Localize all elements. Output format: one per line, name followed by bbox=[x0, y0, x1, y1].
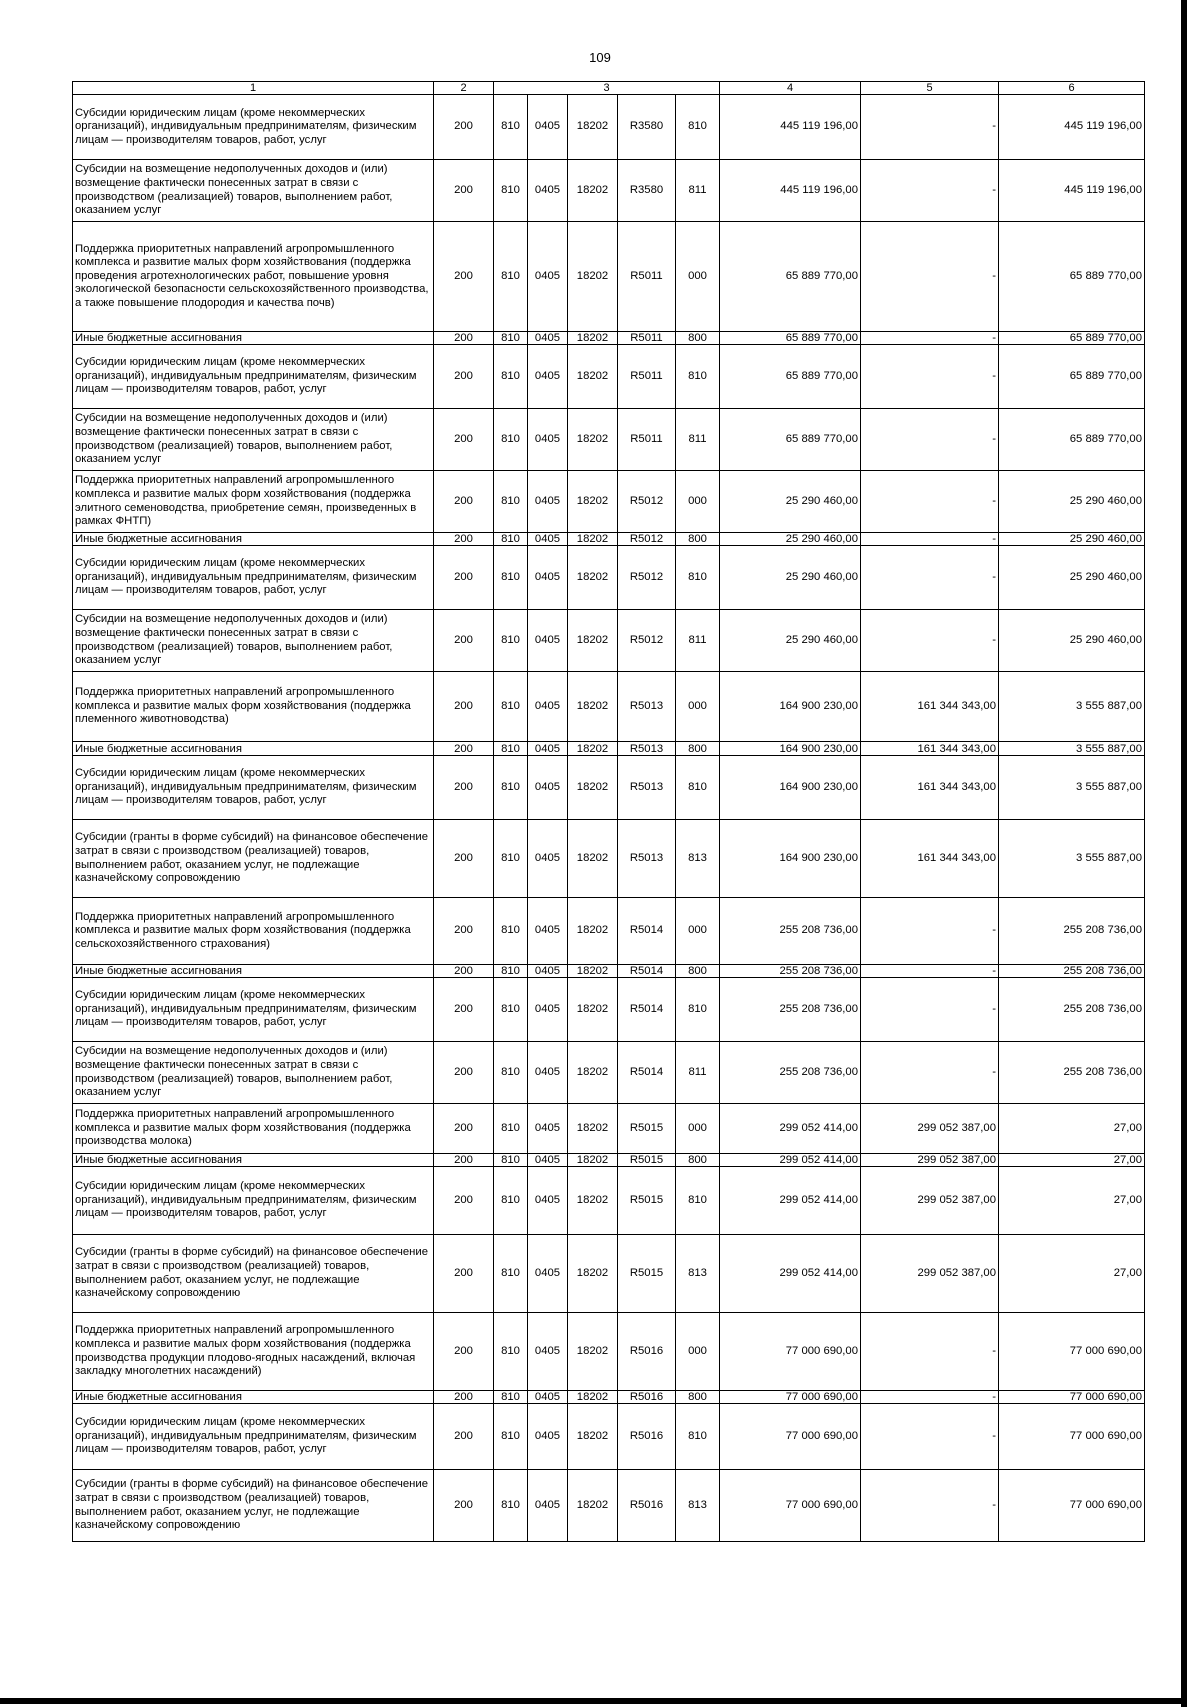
table-row bbox=[73, 332, 1145, 345]
table-row bbox=[73, 610, 1145, 672]
cell-col-2: 200 bbox=[434, 409, 494, 471]
cell-col-4: 299 052 414,00 bbox=[720, 1154, 861, 1167]
cell-code-e: 810 bbox=[676, 978, 720, 1042]
table-row bbox=[73, 820, 1145, 898]
cell-code-e: 810 bbox=[676, 546, 720, 610]
cell-col-5: - bbox=[861, 160, 999, 222]
cell-col-2: 200 bbox=[434, 1404, 494, 1470]
cell-code-a: 810 bbox=[494, 1391, 528, 1404]
cell-code-d: R5011 bbox=[618, 222, 676, 332]
cell-code-d: R5013 bbox=[618, 742, 676, 756]
cell-code-b: 0405 bbox=[528, 898, 568, 965]
cell-code-e: 000 bbox=[676, 222, 720, 332]
cell-col-6: 25 290 460,00 bbox=[999, 471, 1145, 533]
cell-code-a: 810 bbox=[494, 965, 528, 978]
cell-code-d: R5014 bbox=[618, 978, 676, 1042]
cell-col-4: 164 900 230,00 bbox=[720, 742, 861, 756]
row-name: Субсидии юридическим лицам (кроме некоммерческих организаций), индивидуальным предпринимателям, физическим лицам — производителям товаров, работ, услуг bbox=[73, 1167, 434, 1235]
table-row bbox=[73, 1235, 1145, 1313]
cell-code-d: R5013 bbox=[618, 756, 676, 820]
cell-col-2: 200 bbox=[434, 160, 494, 222]
row-name: Поддержка приоритетных направлений агропромышленного комплекса и развитие малых форм хозяйствования (поддержка производства молока) bbox=[73, 1104, 434, 1154]
cell-code-a: 810 bbox=[494, 1470, 528, 1542]
cell-code-d: R5015 bbox=[618, 1167, 676, 1235]
table-row bbox=[73, 1167, 1145, 1235]
table-row bbox=[73, 1404, 1145, 1470]
table-row bbox=[73, 1154, 1145, 1167]
cell-code-d: R5015 bbox=[618, 1235, 676, 1313]
cell-col-5: 161 344 343,00 bbox=[861, 820, 999, 898]
cell-col-4: 65 889 770,00 bbox=[720, 332, 861, 345]
cell-code-e: 800 bbox=[676, 742, 720, 756]
table-row bbox=[73, 898, 1145, 965]
cell-col-4: 255 208 736,00 bbox=[720, 1042, 861, 1104]
cell-code-b: 0405 bbox=[528, 965, 568, 978]
cell-code-c: 18202 bbox=[568, 898, 618, 965]
cell-col-5: - bbox=[861, 610, 999, 672]
cell-col-2: 200 bbox=[434, 1042, 494, 1104]
cell-col-2: 200 bbox=[434, 1235, 494, 1313]
cell-code-e: 810 bbox=[676, 1404, 720, 1470]
cell-col-6: 25 290 460,00 bbox=[999, 546, 1145, 610]
cell-code-b: 0405 bbox=[528, 1313, 568, 1391]
cell-col-6: 65 889 770,00 bbox=[999, 409, 1145, 471]
cell-col-2: 200 bbox=[434, 1154, 494, 1167]
cell-code-b: 0405 bbox=[528, 820, 568, 898]
cell-col-6: 27,00 bbox=[999, 1167, 1145, 1235]
cell-code-b: 0405 bbox=[528, 978, 568, 1042]
cell-code-b: 0405 bbox=[528, 546, 568, 610]
cell-col-6: 255 208 736,00 bbox=[999, 965, 1145, 978]
cell-col-2: 200 bbox=[434, 610, 494, 672]
cell-code-a: 810 bbox=[494, 1313, 528, 1391]
cell-code-d: R5015 bbox=[618, 1154, 676, 1167]
cell-col-2: 200 bbox=[434, 546, 494, 610]
cell-col-4: 445 119 196,00 bbox=[720, 160, 861, 222]
cell-code-e: 811 bbox=[676, 1042, 720, 1104]
cell-code-e: 000 bbox=[676, 672, 720, 742]
cell-col-5: 299 052 387,00 bbox=[861, 1235, 999, 1313]
cell-col-5: - bbox=[861, 409, 999, 471]
cell-code-b: 0405 bbox=[528, 742, 568, 756]
cell-col-4: 299 052 414,00 bbox=[720, 1104, 861, 1154]
scan-border-right bbox=[1181, 0, 1187, 1707]
cell-code-c: 18202 bbox=[568, 533, 618, 546]
cell-col-6: 3 555 887,00 bbox=[999, 756, 1145, 820]
cell-code-c: 18202 bbox=[568, 742, 618, 756]
cell-code-b: 0405 bbox=[528, 1154, 568, 1167]
cell-col-4: 25 290 460,00 bbox=[720, 546, 861, 610]
row-name: Субсидии (гранты в форме субсидий) на финансовое обеспечение затрат в связи с производством (реализацией) товаров, выполнением работ, оказанием услуг, не подлежащие казначейскому сопровождению bbox=[73, 820, 434, 898]
cell-code-a: 810 bbox=[494, 345, 528, 409]
cell-col-6: 27,00 bbox=[999, 1104, 1145, 1154]
cell-code-b: 0405 bbox=[528, 345, 568, 409]
cell-code-a: 810 bbox=[494, 1154, 528, 1167]
cell-col-5: 161 344 343,00 bbox=[861, 672, 999, 742]
table-row bbox=[73, 222, 1145, 332]
cell-col-2: 200 bbox=[434, 95, 494, 160]
cell-col-4: 255 208 736,00 bbox=[720, 898, 861, 965]
cell-col-4: 299 052 414,00 bbox=[720, 1235, 861, 1313]
table-row bbox=[73, 409, 1145, 471]
cell-col-6: 25 290 460,00 bbox=[999, 610, 1145, 672]
cell-col-5: - bbox=[861, 1042, 999, 1104]
cell-code-e: 811 bbox=[676, 610, 720, 672]
cell-col-6: 77 000 690,00 bbox=[999, 1391, 1145, 1404]
cell-code-a: 810 bbox=[494, 222, 528, 332]
cell-col-2: 200 bbox=[434, 345, 494, 409]
cell-code-b: 0405 bbox=[528, 1404, 568, 1470]
cell-code-a: 810 bbox=[494, 1167, 528, 1235]
cell-code-e: 800 bbox=[676, 533, 720, 546]
cell-code-c: 18202 bbox=[568, 95, 618, 160]
header-col-2: 2 bbox=[434, 82, 494, 95]
cell-col-2: 200 bbox=[434, 1167, 494, 1235]
cell-code-e: 813 bbox=[676, 820, 720, 898]
cell-col-6: 77 000 690,00 bbox=[999, 1470, 1145, 1542]
cell-code-d: R5016 bbox=[618, 1391, 676, 1404]
table-row bbox=[73, 546, 1145, 610]
cell-col-2: 200 bbox=[434, 898, 494, 965]
cell-code-e: 000 bbox=[676, 898, 720, 965]
cell-col-5: 161 344 343,00 bbox=[861, 742, 999, 756]
cell-code-a: 810 bbox=[494, 332, 528, 345]
row-name: Поддержка приоритетных направлений агропромышленного комплекса и развитие малых форм хозяйствования (поддержка племенного животноводства) bbox=[73, 672, 434, 742]
cell-code-d: R5016 bbox=[618, 1313, 676, 1391]
cell-code-d: R5011 bbox=[618, 332, 676, 345]
row-name: Иные бюджетные ассигнования bbox=[73, 1154, 434, 1167]
header-col-3: 3 bbox=[494, 82, 720, 95]
cell-code-a: 810 bbox=[494, 672, 528, 742]
cell-code-b: 0405 bbox=[528, 1470, 568, 1542]
page-number: 109 bbox=[589, 50, 611, 65]
cell-code-a: 810 bbox=[494, 742, 528, 756]
cell-col-2: 200 bbox=[434, 471, 494, 533]
cell-code-e: 810 bbox=[676, 756, 720, 820]
cell-col-6: 3 555 887,00 bbox=[999, 820, 1145, 898]
cell-code-b: 0405 bbox=[528, 1104, 568, 1154]
table-row bbox=[73, 756, 1145, 820]
cell-code-c: 18202 bbox=[568, 1104, 618, 1154]
cell-code-d: R5012 bbox=[618, 471, 676, 533]
cell-code-a: 810 bbox=[494, 1104, 528, 1154]
cell-col-6: 3 555 887,00 bbox=[999, 742, 1145, 756]
budget-table bbox=[72, 81, 1145, 1542]
cell-col-2: 200 bbox=[434, 533, 494, 546]
cell-code-d: R5016 bbox=[618, 1470, 676, 1542]
cell-col-5: - bbox=[861, 965, 999, 978]
cell-code-d: R5011 bbox=[618, 345, 676, 409]
table-row bbox=[73, 978, 1145, 1042]
row-name: Иные бюджетные ассигнования bbox=[73, 533, 434, 546]
cell-code-a: 810 bbox=[494, 160, 528, 222]
row-name: Субсидии юридическим лицам (кроме некоммерческих организаций), индивидуальным предпринимателям, физическим лицам — производителям товаров, работ, услуг bbox=[73, 756, 434, 820]
cell-col-5: - bbox=[861, 978, 999, 1042]
row-name: Поддержка приоритетных направлений агропромышленного комплекса и развитие малых форм хозяйствования (поддержка проведения агротехнологических работ, повышение уровня экологической безопасности сельскохозяйственного производства, а также повышение плодородия и качества почв) bbox=[73, 222, 434, 332]
row-name: Иные бюджетные ассигнования bbox=[73, 1391, 434, 1404]
cell-code-d: R5012 bbox=[618, 546, 676, 610]
cell-code-e: 811 bbox=[676, 409, 720, 471]
cell-code-c: 18202 bbox=[568, 756, 618, 820]
cell-col-6: 255 208 736,00 bbox=[999, 1042, 1145, 1104]
cell-code-e: 813 bbox=[676, 1235, 720, 1313]
cell-col-2: 200 bbox=[434, 1313, 494, 1391]
cell-code-d: R5014 bbox=[618, 1042, 676, 1104]
cell-code-d: R5011 bbox=[618, 409, 676, 471]
cell-col-4: 65 889 770,00 bbox=[720, 222, 861, 332]
cell-code-c: 18202 bbox=[568, 1313, 618, 1391]
cell-code-a: 810 bbox=[494, 1404, 528, 1470]
cell-col-2: 200 bbox=[434, 332, 494, 345]
cell-col-6: 77 000 690,00 bbox=[999, 1404, 1145, 1470]
cell-col-6: 445 119 196,00 bbox=[999, 95, 1145, 160]
cell-code-a: 810 bbox=[494, 471, 528, 533]
row-name: Поддержка приоритетных направлений агропромышленного комплекса и развитие малых форм хозяйствования (поддержка элитного семеноводства, приобретение семян, произведенных в рамках ФНТП) bbox=[73, 471, 434, 533]
cell-code-c: 18202 bbox=[568, 1470, 618, 1542]
cell-code-a: 810 bbox=[494, 1235, 528, 1313]
cell-code-a: 810 bbox=[494, 1042, 528, 1104]
cell-code-e: 810 bbox=[676, 345, 720, 409]
table-header-row bbox=[73, 82, 1145, 95]
cell-col-5: 299 052 387,00 bbox=[861, 1154, 999, 1167]
cell-code-a: 810 bbox=[494, 820, 528, 898]
cell-col-6: 65 889 770,00 bbox=[999, 222, 1145, 332]
cell-code-e: 800 bbox=[676, 332, 720, 345]
cell-col-5: - bbox=[861, 1313, 999, 1391]
cell-code-a: 810 bbox=[494, 978, 528, 1042]
cell-code-b: 0405 bbox=[528, 610, 568, 672]
row-name: Субсидии юридическим лицам (кроме некоммерческих организаций), индивидуальным предпринимателям, физическим лицам — производителям товаров, работ, услуг bbox=[73, 546, 434, 610]
row-name: Поддержка приоритетных направлений агропромышленного комплекса и развитие малых форм хозяйствования (поддержка сельскохозяйственного страхования) bbox=[73, 898, 434, 965]
cell-code-c: 18202 bbox=[568, 222, 618, 332]
cell-code-a: 810 bbox=[494, 409, 528, 471]
cell-col-2: 200 bbox=[434, 978, 494, 1042]
cell-code-e: 000 bbox=[676, 1104, 720, 1154]
cell-code-e: 800 bbox=[676, 1391, 720, 1404]
cell-col-5: - bbox=[861, 898, 999, 965]
cell-code-e: 811 bbox=[676, 160, 720, 222]
cell-code-b: 0405 bbox=[528, 95, 568, 160]
cell-col-6: 3 555 887,00 bbox=[999, 672, 1145, 742]
table-row bbox=[73, 1391, 1145, 1404]
cell-code-b: 0405 bbox=[528, 1391, 568, 1404]
header-col-6: 6 bbox=[999, 82, 1145, 95]
cell-col-4: 164 900 230,00 bbox=[720, 756, 861, 820]
cell-code-e: 000 bbox=[676, 1313, 720, 1391]
cell-col-4: 299 052 414,00 bbox=[720, 1167, 861, 1235]
cell-col-6: 65 889 770,00 bbox=[999, 332, 1145, 345]
cell-code-b: 0405 bbox=[528, 160, 568, 222]
cell-col-6: 27,00 bbox=[999, 1154, 1145, 1167]
cell-col-2: 200 bbox=[434, 1391, 494, 1404]
table-row bbox=[73, 1313, 1145, 1391]
cell-col-5: - bbox=[861, 345, 999, 409]
cell-code-d: R5013 bbox=[618, 672, 676, 742]
cell-col-5: 161 344 343,00 bbox=[861, 756, 999, 820]
cell-col-4: 255 208 736,00 bbox=[720, 965, 861, 978]
cell-col-4: 445 119 196,00 bbox=[720, 95, 861, 160]
cell-code-b: 0405 bbox=[528, 1167, 568, 1235]
cell-code-d: R5015 bbox=[618, 1104, 676, 1154]
table-row bbox=[73, 533, 1145, 546]
table-row bbox=[73, 1470, 1145, 1542]
table-row bbox=[73, 742, 1145, 756]
cell-col-2: 200 bbox=[434, 756, 494, 820]
cell-col-5: - bbox=[861, 546, 999, 610]
cell-code-b: 0405 bbox=[528, 756, 568, 820]
cell-col-5: 299 052 387,00 bbox=[861, 1167, 999, 1235]
cell-col-6: 445 119 196,00 bbox=[999, 160, 1145, 222]
cell-col-2: 200 bbox=[434, 820, 494, 898]
cell-col-4: 25 290 460,00 bbox=[720, 610, 861, 672]
cell-code-b: 0405 bbox=[528, 672, 568, 742]
row-name: Субсидии (гранты в форме субсидий) на финансовое обеспечение затрат в связи с производством (реализацией) товаров, выполнением работ, оказанием услуг, не подлежащие казначейскому сопровождению bbox=[73, 1470, 434, 1542]
cell-col-4: 77 000 690,00 bbox=[720, 1404, 861, 1470]
cell-code-c: 18202 bbox=[568, 160, 618, 222]
table-row bbox=[73, 471, 1145, 533]
table-row bbox=[73, 1104, 1145, 1154]
row-name: Субсидии (гранты в форме субсидий) на финансовое обеспечение затрат в связи с производством (реализацией) товаров, выполнением работ, оказанием услуг, не подлежащие казначейскому сопровождению bbox=[73, 1235, 434, 1313]
cell-code-c: 18202 bbox=[568, 332, 618, 345]
cell-col-5: - bbox=[861, 1470, 999, 1542]
cell-code-a: 810 bbox=[494, 610, 528, 672]
cell-col-2: 200 bbox=[434, 1470, 494, 1542]
cell-col-4: 65 889 770,00 bbox=[720, 345, 861, 409]
cell-col-4: 164 900 230,00 bbox=[720, 672, 861, 742]
cell-col-4: 25 290 460,00 bbox=[720, 471, 861, 533]
cell-col-5: - bbox=[861, 95, 999, 160]
cell-code-d: R5014 bbox=[618, 898, 676, 965]
table-row bbox=[73, 1042, 1145, 1104]
row-name: Субсидии юридическим лицам (кроме некоммерческих организаций), индивидуальным предпринимателям, физическим лицам — производителям товаров, работ, услуг bbox=[73, 95, 434, 160]
cell-code-d: R3580 bbox=[618, 160, 676, 222]
cell-code-c: 18202 bbox=[568, 610, 618, 672]
cell-code-c: 18202 bbox=[568, 409, 618, 471]
cell-col-6: 255 208 736,00 bbox=[999, 898, 1145, 965]
row-name: Субсидии на возмещение недополученных доходов и (или) возмещение фактически понесенных затрат в связи с производством (реализацией) товаров, выполнением работ, оказанием услуг bbox=[73, 160, 434, 222]
cell-col-2: 200 bbox=[434, 742, 494, 756]
cell-code-d: R5016 bbox=[618, 1404, 676, 1470]
cell-code-e: 813 bbox=[676, 1470, 720, 1542]
cell-code-c: 18202 bbox=[568, 1235, 618, 1313]
cell-code-e: 800 bbox=[676, 1154, 720, 1167]
cell-col-4: 255 208 736,00 bbox=[720, 978, 861, 1042]
cell-col-4: 77 000 690,00 bbox=[720, 1313, 861, 1391]
row-name: Субсидии юридическим лицам (кроме некоммерческих организаций), индивидуальным предпринимателям, физическим лицам — производителям товаров, работ, услуг bbox=[73, 1404, 434, 1470]
cell-col-6: 25 290 460,00 bbox=[999, 533, 1145, 546]
table-row bbox=[73, 672, 1145, 742]
cell-code-c: 18202 bbox=[568, 1167, 618, 1235]
cell-code-b: 0405 bbox=[528, 533, 568, 546]
cell-col-2: 200 bbox=[434, 672, 494, 742]
header-col-1: 1 bbox=[73, 82, 434, 95]
cell-code-d: R5013 bbox=[618, 820, 676, 898]
cell-code-c: 18202 bbox=[568, 672, 618, 742]
cell-code-e: 810 bbox=[676, 1167, 720, 1235]
cell-code-c: 18202 bbox=[568, 965, 618, 978]
cell-code-e: 810 bbox=[676, 95, 720, 160]
cell-col-2: 200 bbox=[434, 1104, 494, 1154]
cell-col-4: 25 290 460,00 bbox=[720, 533, 861, 546]
cell-code-d: R3580 bbox=[618, 95, 676, 160]
cell-code-a: 810 bbox=[494, 756, 528, 820]
cell-col-5: 299 052 387,00 bbox=[861, 1104, 999, 1154]
cell-code-a: 810 bbox=[494, 95, 528, 160]
table-row bbox=[73, 95, 1145, 160]
cell-col-4: 77 000 690,00 bbox=[720, 1391, 861, 1404]
cell-col-4: 77 000 690,00 bbox=[720, 1470, 861, 1542]
row-name: Иные бюджетные ассигнования bbox=[73, 742, 434, 756]
cell-code-e: 800 bbox=[676, 965, 720, 978]
cell-code-b: 0405 bbox=[528, 332, 568, 345]
cell-col-6: 27,00 bbox=[999, 1235, 1145, 1313]
cell-code-c: 18202 bbox=[568, 1404, 618, 1470]
row-name: Субсидии на возмещение недополученных доходов и (или) возмещение фактически понесенных затрат в связи с производством (реализацией) товаров, выполнением работ, оказанием услуг bbox=[73, 610, 434, 672]
row-name: Субсидии юридическим лицам (кроме некоммерческих организаций), индивидуальным предпринимателям, физическим лицам — производителям товаров, работ, услуг bbox=[73, 978, 434, 1042]
cell-col-5: - bbox=[861, 471, 999, 533]
cell-code-c: 18202 bbox=[568, 1391, 618, 1404]
header-col-4: 4 bbox=[720, 82, 861, 95]
cell-code-d: R5012 bbox=[618, 610, 676, 672]
header-col-5: 5 bbox=[861, 82, 999, 95]
row-name: Поддержка приоритетных направлений агропромышленного комплекса и развитие малых форм хозяйствования (поддержка производства продукции плодово-ягодных насаждений, включая закладку многолетних насаждений) bbox=[73, 1313, 434, 1391]
cell-code-c: 18202 bbox=[568, 978, 618, 1042]
row-name: Субсидии на возмещение недополученных доходов и (или) возмещение фактически понесенных затрат в связи с производством (реализацией) товаров, выполнением работ, оказанием услуг bbox=[73, 1042, 434, 1104]
cell-code-b: 0405 bbox=[528, 1042, 568, 1104]
cell-code-c: 18202 bbox=[568, 546, 618, 610]
cell-col-5: - bbox=[861, 332, 999, 345]
cell-code-a: 810 bbox=[494, 533, 528, 546]
cell-col-5: - bbox=[861, 1404, 999, 1470]
cell-col-2: 200 bbox=[434, 222, 494, 332]
row-name: Субсидии юридическим лицам (кроме некоммерческих организаций), индивидуальным предпринимателям, физическим лицам — производителям товаров, работ, услуг bbox=[73, 345, 434, 409]
cell-col-5: - bbox=[861, 1391, 999, 1404]
cell-col-5: - bbox=[861, 533, 999, 546]
cell-col-4: 65 889 770,00 bbox=[720, 409, 861, 471]
table-row bbox=[73, 160, 1145, 222]
cell-code-e: 000 bbox=[676, 471, 720, 533]
cell-col-2: 200 bbox=[434, 965, 494, 978]
cell-code-c: 18202 bbox=[568, 1154, 618, 1167]
cell-code-b: 0405 bbox=[528, 222, 568, 332]
cell-code-d: R5014 bbox=[618, 965, 676, 978]
cell-code-b: 0405 bbox=[528, 1235, 568, 1313]
scan-border-bottom bbox=[0, 1698, 1187, 1704]
cell-code-c: 18202 bbox=[568, 471, 618, 533]
cell-code-a: 810 bbox=[494, 546, 528, 610]
cell-col-4: 164 900 230,00 bbox=[720, 820, 861, 898]
cell-code-c: 18202 bbox=[568, 1042, 618, 1104]
cell-code-c: 18202 bbox=[568, 345, 618, 409]
cell-col-6: 77 000 690,00 bbox=[999, 1313, 1145, 1391]
cell-col-6: 255 208 736,00 bbox=[999, 978, 1145, 1042]
cell-code-c: 18202 bbox=[568, 820, 618, 898]
table-row bbox=[73, 345, 1145, 409]
table-row bbox=[73, 965, 1145, 978]
cell-code-b: 0405 bbox=[528, 409, 568, 471]
cell-col-6: 65 889 770,00 bbox=[999, 345, 1145, 409]
row-name: Иные бюджетные ассигнования bbox=[73, 332, 434, 345]
row-name: Иные бюджетные ассигнования bbox=[73, 965, 434, 978]
cell-code-b: 0405 bbox=[528, 471, 568, 533]
cell-code-d: R5012 bbox=[618, 533, 676, 546]
row-name: Субсидии на возмещение недополученных доходов и (или) возмещение фактически понесенных затрат в связи с производством (реализацией) товаров, выполнением работ, оказанием услуг bbox=[73, 409, 434, 471]
cell-col-5: - bbox=[861, 222, 999, 332]
cell-code-a: 810 bbox=[494, 898, 528, 965]
